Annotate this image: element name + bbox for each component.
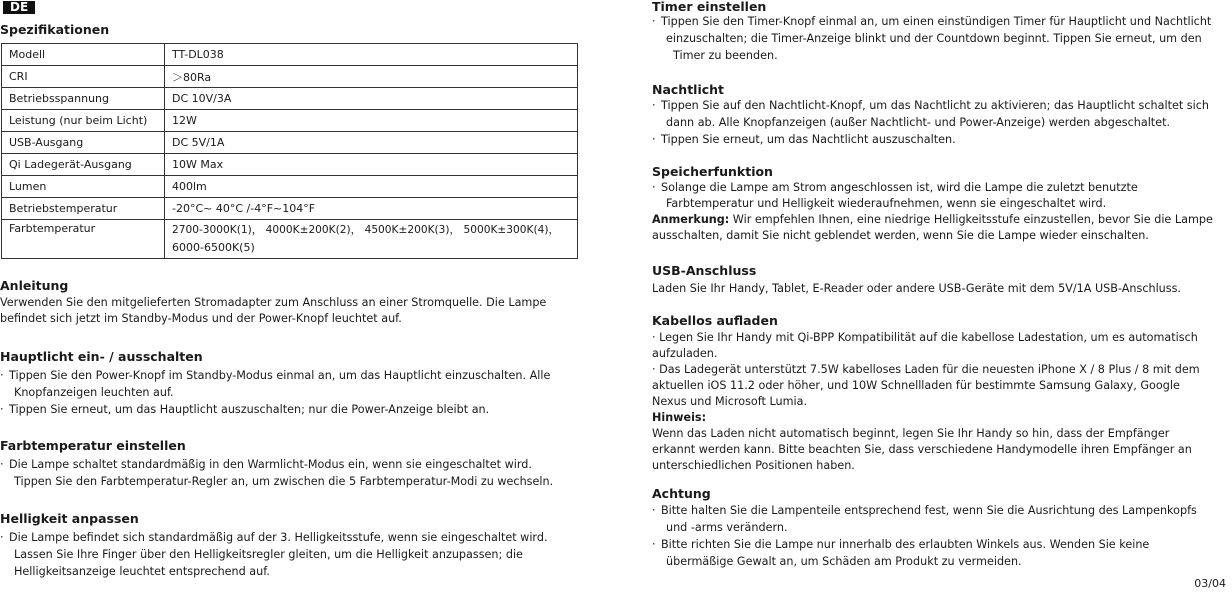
list-line: Tippen Sie auf den Nachtlicht-Knopf, um das Nachtlicht zu aktivieren; das Hauptlicht schaltet sich [661, 99, 1209, 112]
list-item [652, 180, 1213, 212]
spec-row [2, 176, 578, 198]
list-line: übermäßige Gewalt an, um Schäden am Produkt zu vermeiden. [666, 555, 1022, 568]
anmerkung-label: Anmerkung: [652, 213, 730, 226]
kabellos-heading: Kabellos aufladen [652, 313, 778, 328]
list-line: Solange die Lampe am Strom angeschlossen ist, wird die Lampe die zuletzt benutzte [661, 181, 1138, 194]
timer-list [652, 13, 1211, 64]
list-line: Timer zu beenden. [673, 49, 778, 62]
timer-heading: Timer einstellen [652, 0, 767, 14]
kabellos-line: · Das Ladegerät unterstützt 7.5W kabelloses Laden für die neuesten iPhone X / 8 Plus / 8 mit dem [652, 363, 1200, 376]
anmerkung-note [652, 212, 1213, 228]
spec-value: TT-DL038 [165, 44, 578, 66]
spec-row [2, 66, 578, 88]
spec-value: -20°C~ 40°C /-4°F~104°F [165, 198, 578, 220]
list-line: Helligkeitsanzeige leuchtet entsprechend auf. [14, 565, 270, 578]
spec-key: Betriebsspannung [2, 88, 165, 110]
list-line: Tippen Sie den Power-Knopf im Standby-Modus einmal an, um das Hauptlicht einzuschalten. Alle [9, 369, 551, 382]
spec-row [2, 154, 578, 176]
speicherfunktion-list [652, 180, 1213, 244]
page-number: 03/04 [1194, 577, 1226, 590]
nachtlicht-list [652, 97, 1209, 148]
list-item [652, 97, 1209, 131]
usb-heading: USB-Anschluss [652, 263, 757, 278]
list-line: Die Lampe befindet sich standardmäßig auf der 3. Helligkeitsstufe, wenn sie eingeschaltet wird. [9, 531, 548, 544]
list-item [0, 401, 550, 418]
spec-row [2, 88, 578, 110]
farbtemperatur-heading: Farbtemperatur einstellen [0, 438, 186, 453]
list-line: Knopfanzeigen leuchten auf. [14, 386, 174, 399]
list-line: Farbtemperatur und Helligkeit wiederaufnehmen, wenn sie eingeschaltet wird. [666, 197, 1107, 210]
speicherfunktion-heading: Speicherfunktion [652, 164, 773, 179]
list-line: Tippen Sie den Farbtemperatur-Regler an, um zwischen die 5 Farbtemperatur-Modi zu wechseln. [14, 475, 554, 488]
spec-value: ＞80Ra [165, 66, 578, 88]
hauptlicht-list [0, 367, 550, 418]
farbtemperatur-list [0, 456, 553, 490]
spec-table [1, 43, 578, 259]
spec-row [2, 44, 578, 66]
spec-key: Modell [2, 44, 165, 66]
list-item [652, 131, 1209, 148]
kabellos-line: · Legen Sie Ihr Handy mit Qi-BPP Kompatibilität auf die kabellose Ladestation, um es automatisch [652, 331, 1198, 344]
helligkeit-heading: Helligkeit anpassen [0, 511, 139, 526]
list-line: Bitte richten Sie die Lampe nur innerhalb des erlaubten Winkels aus. Wenden Sie keine [661, 538, 1150, 551]
spec-key: Betriebstemperatur [2, 198, 165, 220]
list-line: Tippen Sie erneut, um das Hauptlicht auszuschalten; nur die Power-Anzeige bleibt an. [9, 403, 490, 416]
spec-row [2, 132, 578, 154]
nachtlicht-heading: Nachtlicht [652, 82, 725, 97]
kabellos-text [652, 330, 1200, 474]
list-line: Tippen Sie den Timer-Knopf einmal an, um einen einstündigen Timer für Hauptlicht und Nachtlicht [661, 15, 1212, 28]
achtung-heading: Achtung [652, 486, 711, 501]
hauptlicht-heading: Hauptlicht ein- / ausschalten [0, 349, 203, 364]
list-line: Die Lampe schaltet standardmäßig in den Warmlicht-Modus ein, wenn sie eingeschaltet wird. [9, 458, 532, 471]
list-line: dann ab. Alle Knopfanzeigen (außer Nachtlicht- und Power-Anzeige) werden abgeschaltet. [666, 116, 1171, 129]
spec-row [2, 198, 578, 220]
achtung-list [652, 502, 1197, 570]
spec-value: DC 10V/3A [165, 88, 578, 110]
spec-value-line: 6000-6500K(5) [172, 241, 255, 254]
hinweis-line: unterschiedlichen Positionen haben. [652, 459, 855, 472]
kabellos-line: aufzuladen. [652, 347, 718, 360]
spec-key: Qi Ladegerät-Ausgang [2, 154, 165, 176]
spec-value: 400lm [165, 176, 578, 198]
usb-text: Laden Sie Ihr Handy, Tablet, E-Reader oder andere USB-Geräte mit dem 5V/1A USB-Anschluss. [652, 282, 1181, 295]
list-line: Tippen Sie erneut, um das Nachtlicht auszuschalten. [661, 133, 956, 146]
list-line: einzuschalten; die Timer-Anzeige blinkt und der Countdown beginnt. Tippen Sie erneut, um den [666, 32, 1202, 45]
language-badge: DE [3, 1, 35, 14]
list-line: Lassen Sie Ihre Finger über den Helligkeitsregler gleiten, um die Helligkeit anzupassen; die [14, 548, 523, 561]
kabellos-line: Nexus und Microsoft Lumia. [652, 395, 808, 408]
anmerkung-text: Wir empfehlen Ihnen, eine niedrige Helligkeitsstufe einzustellen, bevor Sie die Lampe [729, 213, 1213, 226]
spec-value: DC 5V/1A [165, 132, 578, 154]
anleitung-text [0, 295, 546, 327]
list-item [652, 536, 1197, 570]
spec-row [2, 220, 578, 259]
list-item [652, 502, 1197, 536]
spec-heading: Spezifikationen [0, 22, 110, 37]
anleitung-heading: Anleitung [0, 278, 69, 293]
spec-value [165, 220, 578, 259]
anleitung-line-2: befindet sich jetzt im Standby-Modus und der Power-Knopf leuchtet auf. [0, 312, 402, 325]
spec-key: USB-Ausgang [2, 132, 165, 154]
hinweis-label: Hinweis: [652, 411, 707, 424]
spec-key: CRI [2, 66, 165, 88]
kabellos-line: aktuellen iOS 11.2 oder höher, und 10W Schnellladen für bestimmte Samsung Galaxy, Google [652, 379, 1180, 392]
spec-value: 12W [165, 110, 578, 132]
list-item [0, 456, 553, 490]
list-line: Bitte halten Sie die Lampenteile entsprechend fest, wenn Sie die Ausrichtung des Lampenkopfs [661, 504, 1197, 517]
list-item [0, 529, 548, 580]
spec-key: Farbtemperatur [2, 220, 165, 259]
spec-row [2, 110, 578, 132]
hinweis-line: erkannt werden kann. Bitte beachten Sie, dass verschiedene Handymodelle ihren Empfänger an [652, 443, 1192, 456]
spec-value: 10W Max [165, 154, 578, 176]
list-item [0, 367, 550, 401]
hinweis-line: Wenn das Laden nicht automatisch beginnt, legen Sie Ihr Handy so hin, dass der Empfänger [652, 427, 1170, 440]
helligkeit-list [0, 529, 548, 580]
list-item [652, 13, 1211, 64]
anmerkung-text-2: ausschalten, damit Sie nicht geblendet werden, wenn Sie die Lampe wieder einschalten. [652, 229, 1149, 242]
list-line: und -arms verändern. [666, 521, 788, 534]
anleitung-line-1: Verwenden Sie den mitgelieferten Stromadapter zum Anschluss an einer Stromquelle. Die Lampe [0, 296, 547, 309]
spec-key: Lumen [2, 176, 165, 198]
spec-value-line: 2700-3000K(1)， 4000K±200K(2)， 4500K±200K(3)， 5000K±300K(4)， [172, 224, 560, 236]
spec-key: Leistung (nur beim Licht) [2, 110, 165, 132]
